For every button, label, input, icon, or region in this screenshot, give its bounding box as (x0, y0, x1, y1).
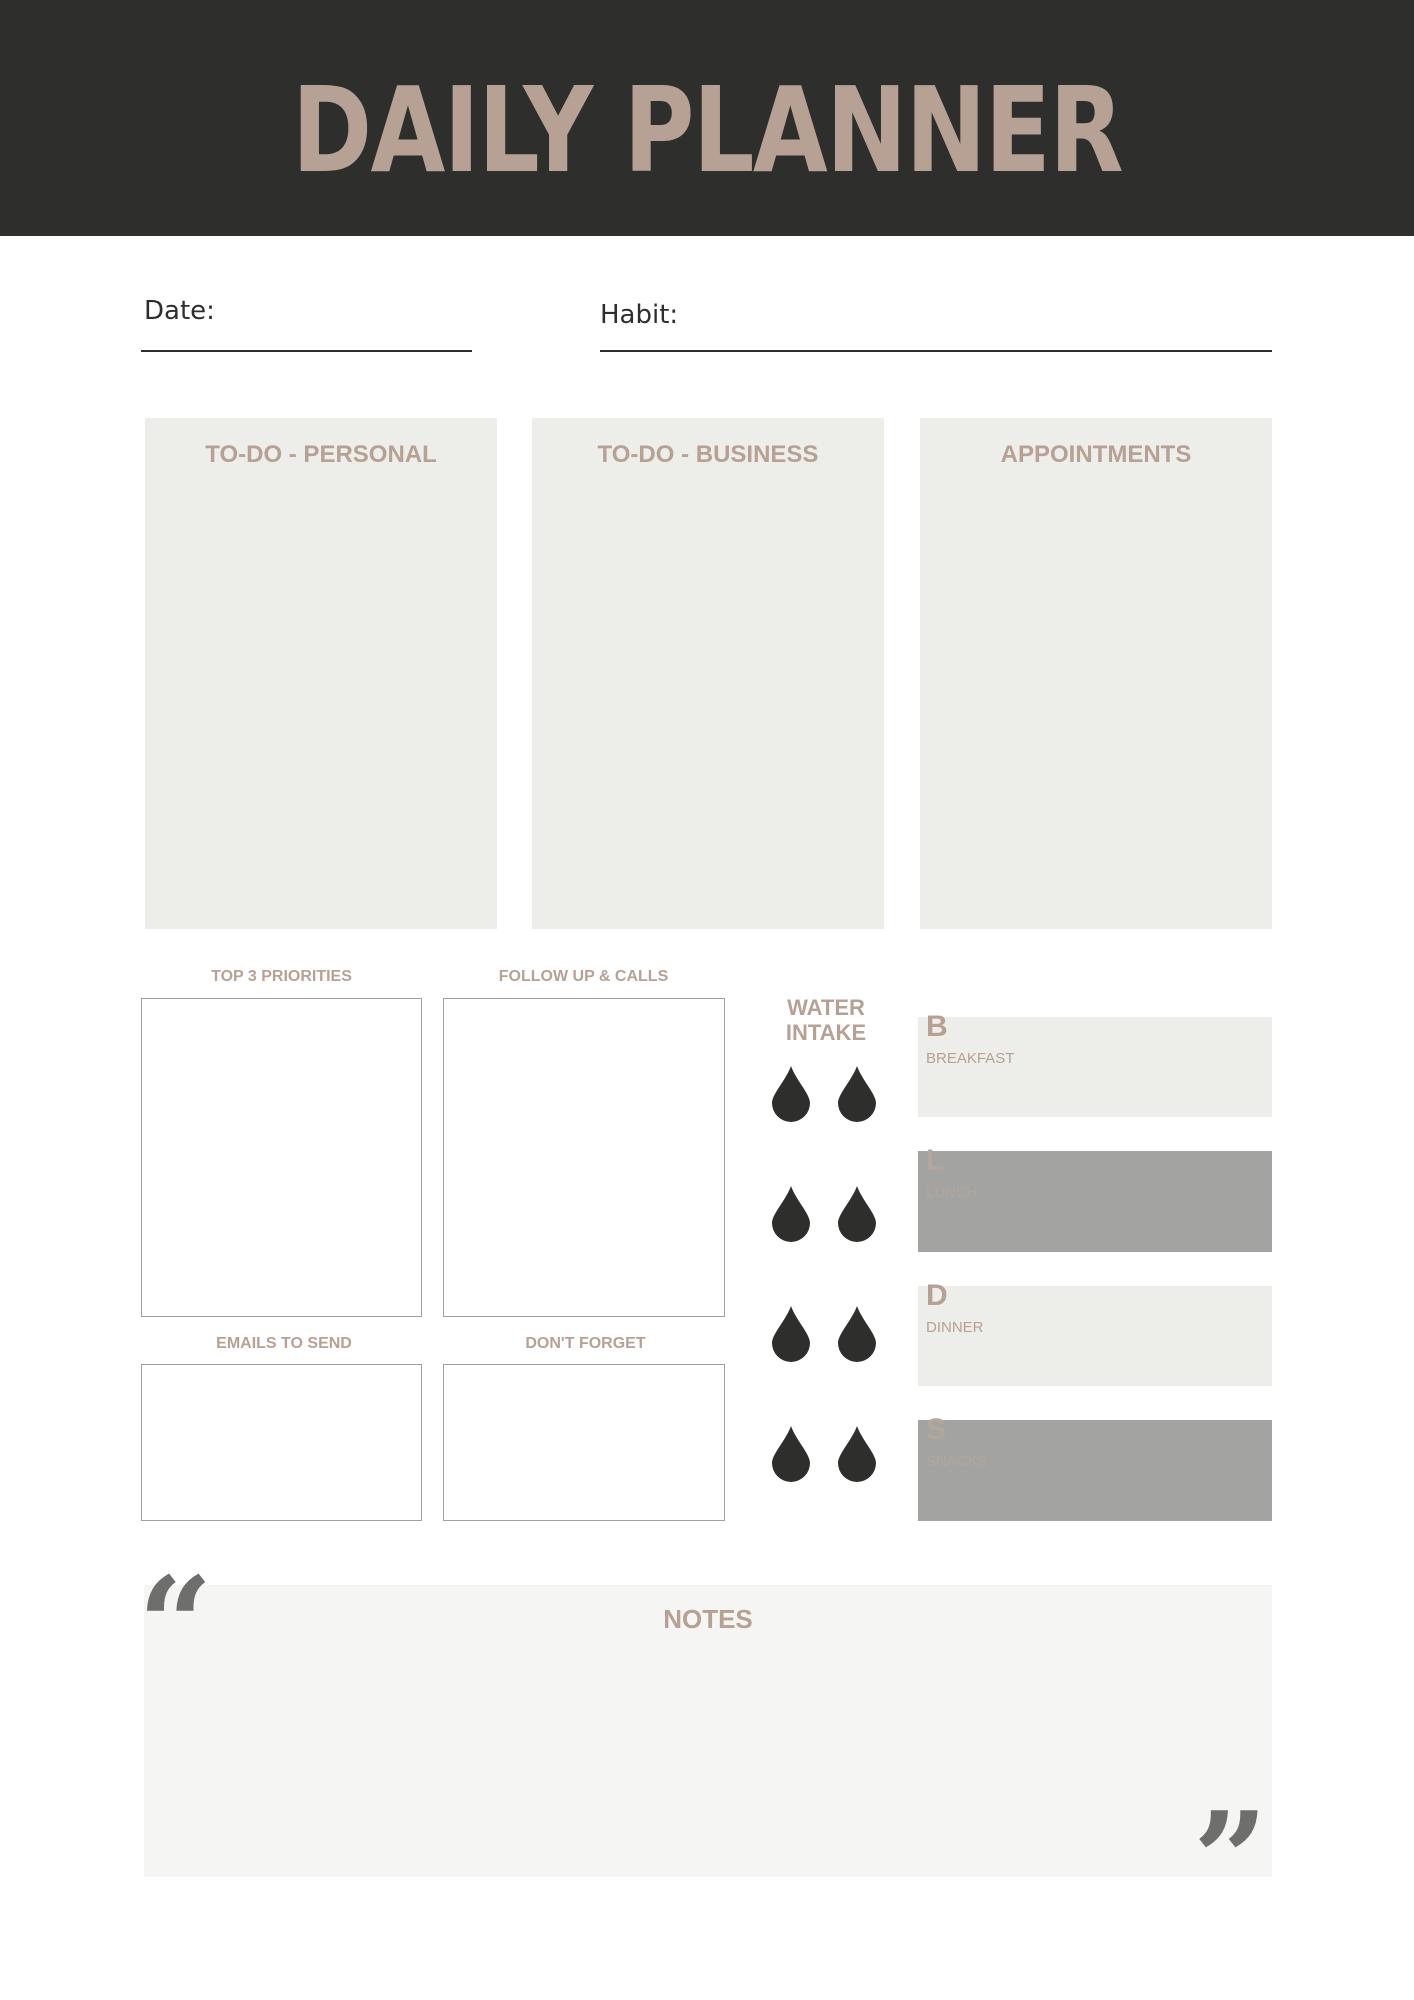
water-drop-icon[interactable] (772, 1426, 810, 1482)
todo-business-panel[interactable] (532, 418, 884, 929)
meal-snacks[interactable] (918, 1413, 1272, 1521)
meal-name: SNACKS (926, 1453, 988, 1470)
close-quote-icon: ” (1193, 1783, 1268, 1936)
dont-forget-label: DON'T FORGET (525, 1335, 646, 1352)
meal-lunch[interactable] (918, 1144, 1272, 1252)
date-label: Date: (144, 296, 215, 326)
dont-forget-box[interactable] (443, 1364, 725, 1521)
todo-personal-title: TO-DO - PERSONAL (205, 441, 437, 468)
meal-name: DINNER (926, 1319, 984, 1336)
open-quote-icon: “ (138, 1548, 213, 1701)
top-priorities-box[interactable] (141, 998, 422, 1317)
water-drop-icon[interactable] (772, 1066, 810, 1122)
water-drop-icon[interactable] (772, 1186, 810, 1242)
follow-up-box[interactable] (443, 998, 725, 1317)
appointments-title: APPOINTMENTS (1000, 441, 1192, 468)
follow-up-label: FOLLOW UP & CALLS (498, 968, 669, 985)
habit-label: Habit: (600, 300, 679, 330)
meal-letter: B (926, 1010, 948, 1043)
appointments-panel[interactable] (920, 418, 1272, 929)
meal-letter: S (926, 1413, 947, 1446)
water-drop-icon[interactable] (838, 1426, 876, 1482)
meal-breakfast[interactable] (918, 1010, 1272, 1117)
habit-field-line[interactable] (600, 350, 1272, 352)
todo-personal-panel[interactable] (145, 418, 497, 929)
emails-box[interactable] (141, 1364, 422, 1521)
water-title-line1: WATER (787, 995, 865, 1020)
todo-business-title: TO-DO - BUSINESS (597, 441, 819, 468)
meal-name: LUNCH (926, 1184, 978, 1201)
water-drop-icon[interactable] (838, 1306, 876, 1362)
notes-title: NOTES (663, 1604, 753, 1634)
water-title-line2: INTAKE (785, 1020, 867, 1045)
page-title: DAILY PLANNER (291, 61, 1123, 199)
emails-label: EMAILS TO SEND (216, 1335, 352, 1352)
notes-panel[interactable] (144, 1585, 1272, 1877)
meal-name: BREAKFAST (926, 1050, 1015, 1067)
date-field-line[interactable] (141, 350, 472, 352)
water-drop-icon[interactable] (838, 1186, 876, 1242)
meal-dinner[interactable] (918, 1279, 1272, 1386)
top-priorities-label: TOP 3 PRIORITIES (211, 968, 352, 985)
water-intake-title (766, 995, 886, 1045)
water-drop-icon[interactable] (838, 1066, 876, 1122)
water-drop-icon[interactable] (772, 1306, 810, 1362)
meal-letter: L (926, 1144, 945, 1177)
meal-letter: D (926, 1279, 948, 1312)
